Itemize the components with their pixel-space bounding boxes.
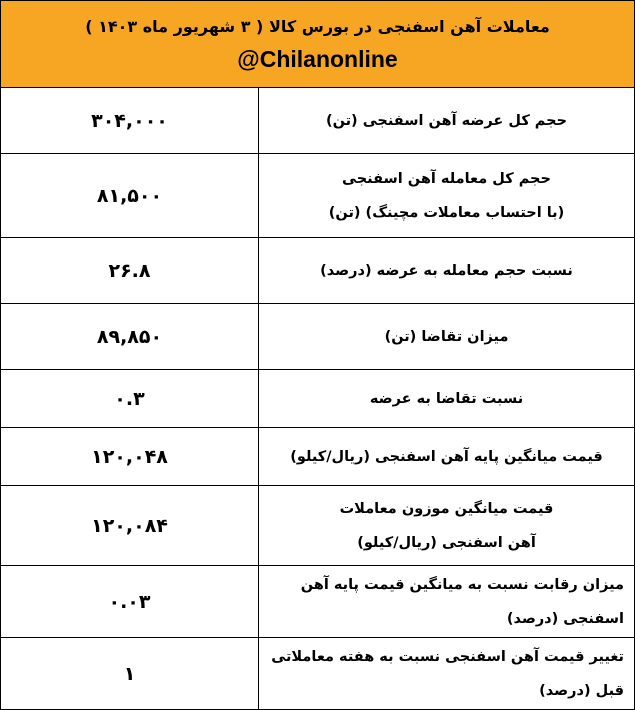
table-row — [1, 304, 634, 370]
table-row — [1, 370, 634, 428]
row-label: قیمت میانگین پایه آهن اسفنجی (ریال/کیلو) — [290, 448, 603, 465]
table-title: معاملات آهن اسفنجی در بورس کالا ( ۳ شهریور ماه ۱۴۰۳ ) — [85, 17, 550, 36]
row-value: ۳۰۴,۰۰۰ — [1, 88, 259, 153]
table-row — [1, 88, 634, 154]
table-row — [1, 638, 634, 709]
row-label: میزان رقابت نسبت به میانگین قیمت پایه آهن اسفنجی (درصد) — [300, 576, 624, 627]
row-label: نسبت تقاضا به عرضه — [369, 390, 524, 407]
table-row — [1, 486, 634, 566]
row-value: ۱۲۰,۰۴۸ — [1, 428, 259, 485]
table-row — [1, 238, 634, 304]
row-value: ۸۱,۵۰۰ — [1, 154, 259, 237]
row-value: ۰.۳ — [1, 370, 259, 427]
row-label: میزان تقاضا (تن) — [384, 328, 509, 345]
table-row — [1, 566, 634, 638]
channel-handle: @Chilanonline — [237, 46, 398, 72]
row-label: حجم کل معامله آهن اسفنجی (با احتساب معاملات مچینگ) (تن) — [328, 170, 565, 221]
row-label: حجم کل عرضه آهن اسفنجی (تن) — [325, 112, 568, 129]
row-value: ۱۲۰,۰۸۴ — [1, 486, 259, 565]
row-value: ۱ — [1, 638, 259, 709]
row-value: ۰.۰۳ — [1, 566, 259, 637]
row-value: ۲۶.۸ — [1, 238, 259, 303]
row-label: قیمت میانگین موزون معاملات آهن اسفنجی (ریال/کیلو) — [339, 500, 554, 551]
row-label: نسبت حجم معامله به عرضه (درصد) — [320, 262, 573, 279]
row-label: تغییر قیمت آهن اسفنجی نسبت به هفته معاملاتی قبل (درصد) — [271, 648, 624, 699]
table-row — [1, 154, 634, 238]
table-header — [1, 1, 634, 88]
table-row — [1, 428, 634, 486]
row-value: ۸۹,۸۵۰ — [1, 304, 259, 369]
